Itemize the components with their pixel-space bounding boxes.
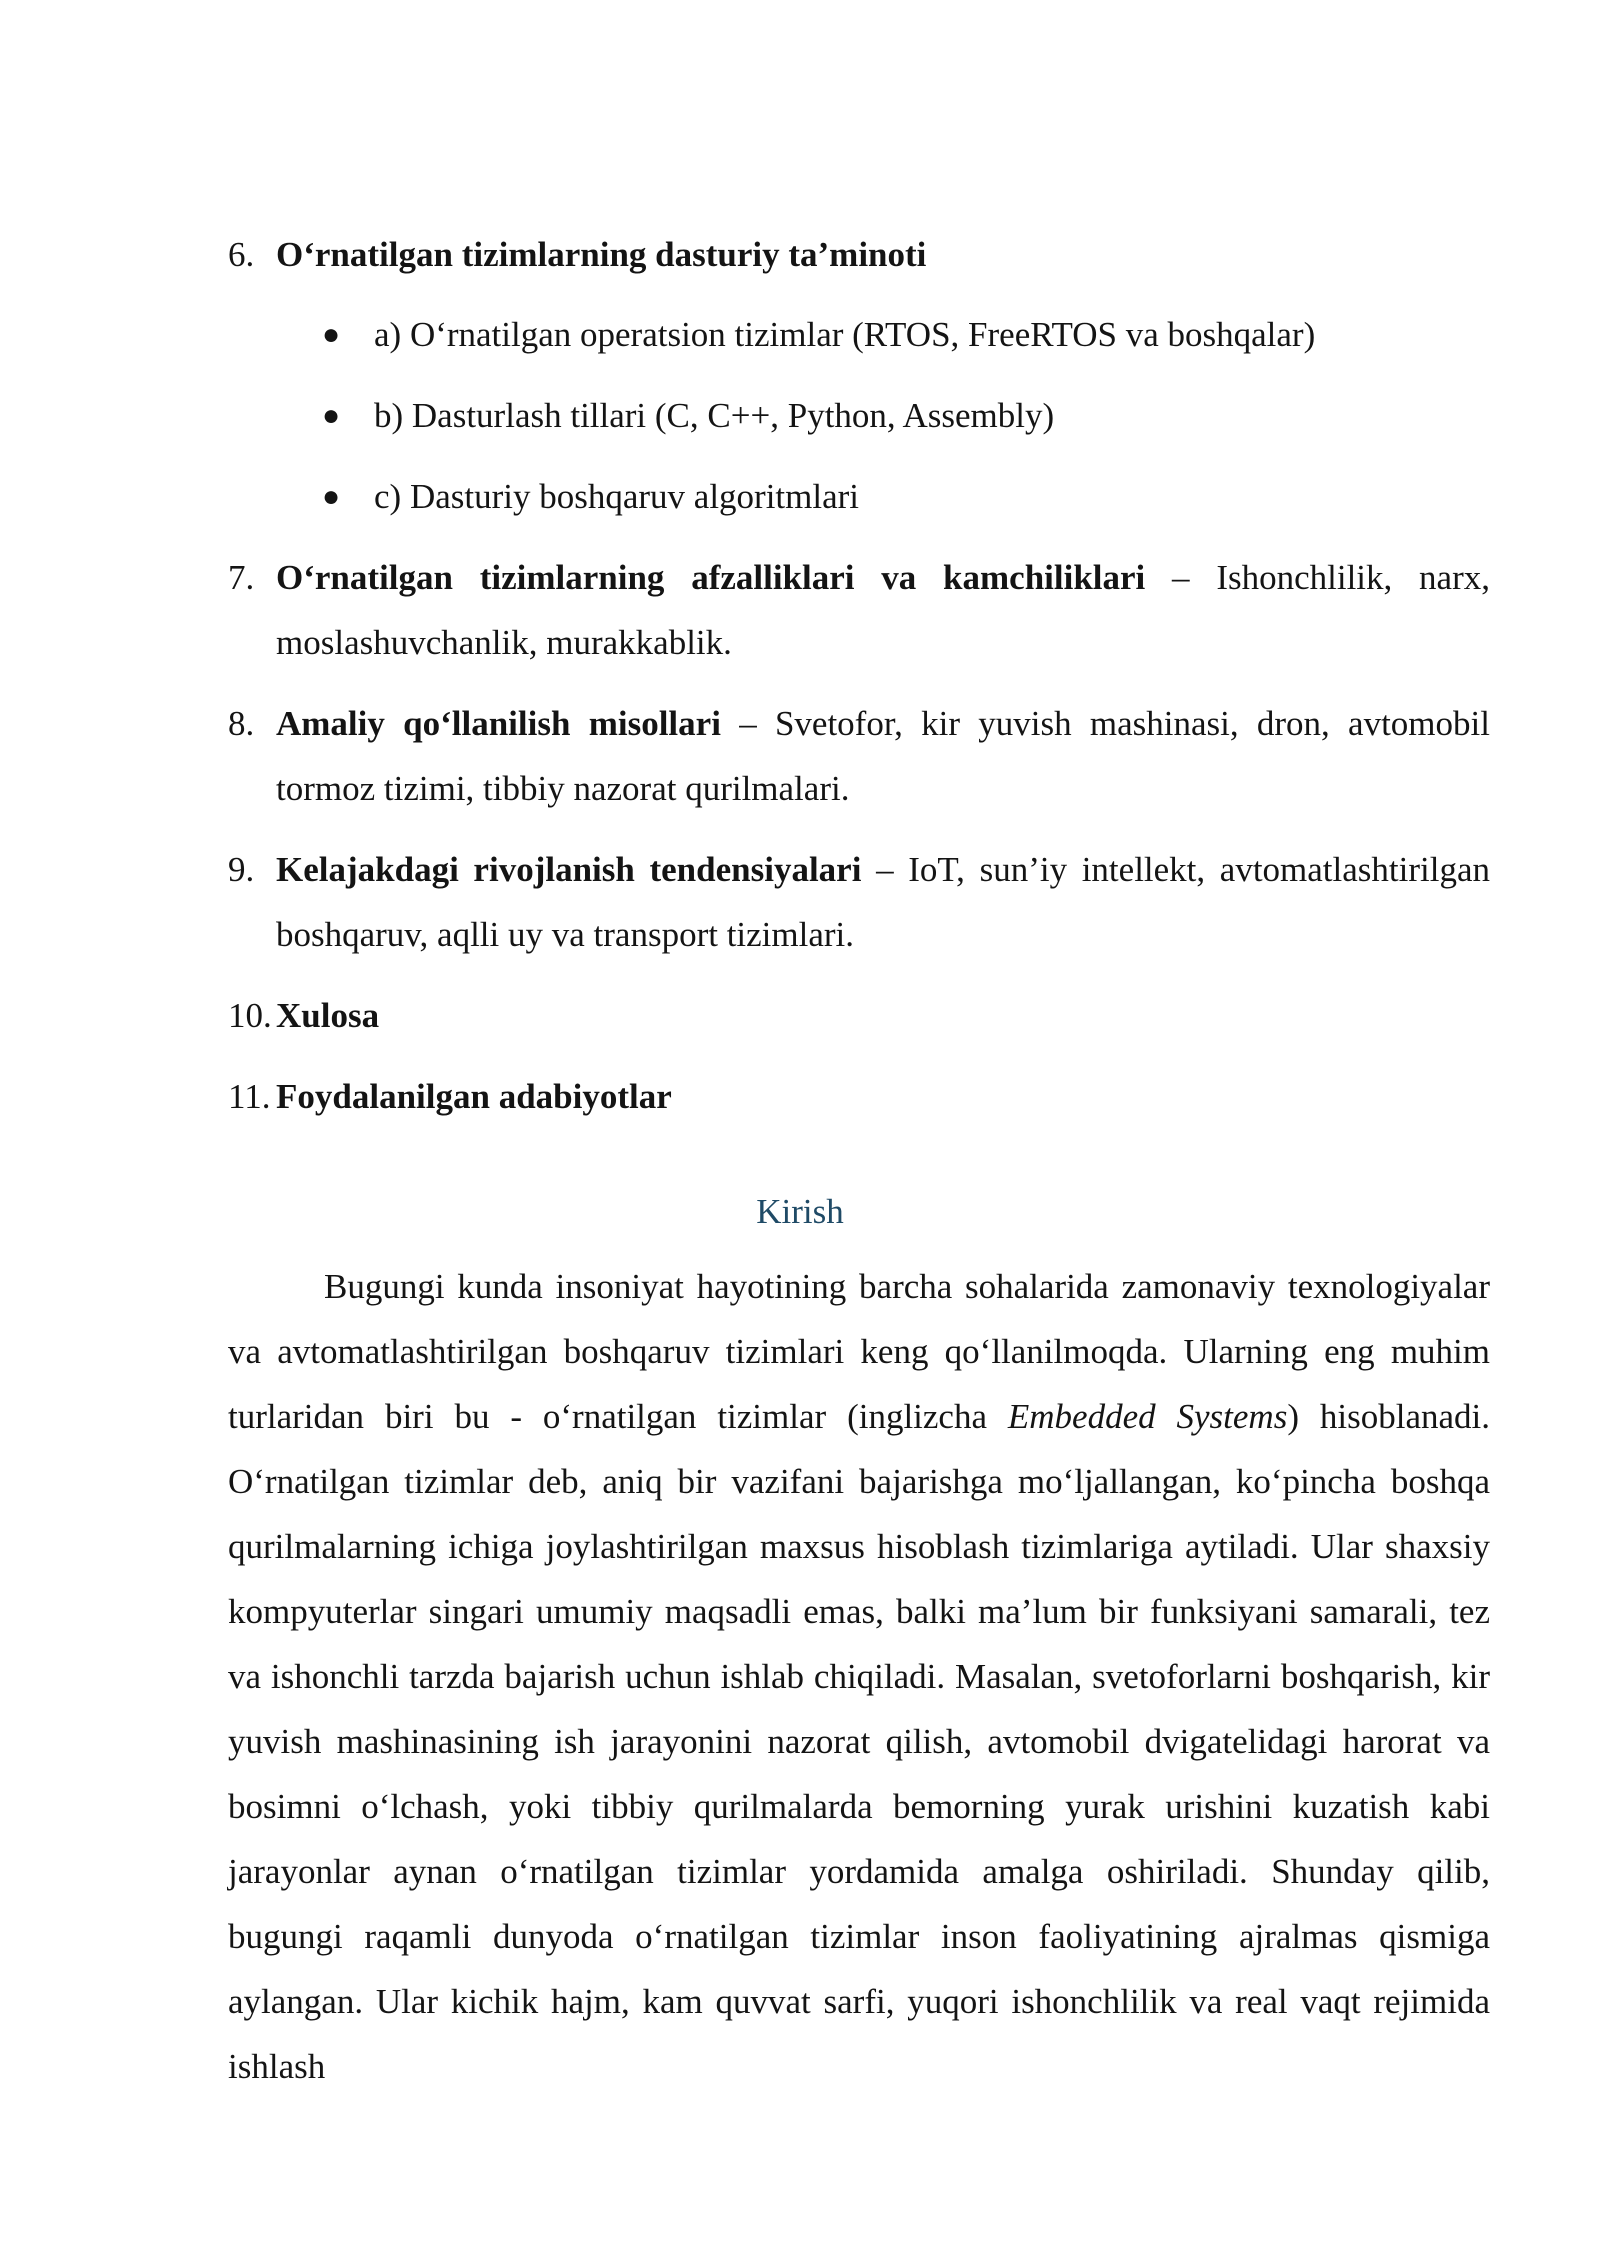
item-number: 7. <box>228 558 255 597</box>
bullet-dot-icon: ● <box>322 399 341 432</box>
item-title: O‘rnatilgan tizimlarning afzalliklari va kamchiliklari <box>276 558 1146 597</box>
bullet-item-c <box>322 464 1422 529</box>
item-description: – IoT, sun’iy intellekt, avtomatlashtirilgan boshqaruv, aqlli uy va transport tizimlari. <box>276 850 1491 954</box>
item-title: Xulosa <box>276 996 380 1035</box>
bullet-dot-icon: ● <box>322 480 341 513</box>
item-title: O‘rnatilgan tizimlarning dasturiy ta’minoti <box>276 235 927 274</box>
paragraph-text: Bugungi kunda insoniyat hayotining barcha sohalarida zamonaviy texnologiyalar va avtomatlashtirilgan boshqaruv tizimlari keng qo‘llanilmoqda. Ularning eng muhim turlaridan biri bu - o‘rnatilgan tizimlar (inglizcha <box>228 1267 1490 1436</box>
item-description: – Svetofor, kir yuvish mashinasi, dron, avtomobil tormoz tizimi, tibbiy nazorat qurilmalari. <box>276 704 1490 808</box>
bullet-text: a) O‘rnatilgan operatsion tizimlar (RTOS, FreeRTOS va boshqalar) <box>374 315 1316 354</box>
item-title: Foydalanilgan adabiyotlar <box>276 1077 672 1116</box>
outline-item-8 <box>228 691 1490 821</box>
item-title: Amaliy qo‘llanilish misollari <box>276 704 721 743</box>
item-title: Kelajakdagi rivojlanish tendensiyalari <box>276 850 862 889</box>
body-paragraph <box>228 1254 1490 2099</box>
bullet-dot-icon: ● <box>322 318 341 351</box>
bullet-item-b <box>322 383 1422 448</box>
bullet-item-a <box>322 302 1422 367</box>
outline-item-9 <box>228 837 1490 967</box>
section-heading: Kirish <box>756 1192 844 1231</box>
item-number: 9. <box>228 850 255 889</box>
outline-item-10 <box>228 983 1490 1048</box>
outline-item-6 <box>228 222 1490 287</box>
item-number: 6. <box>228 235 255 274</box>
bullet-text: b) Dasturlash tillari (C, C++, Python, Assembly) <box>374 396 1055 435</box>
item-number: 8. <box>228 704 255 743</box>
outline-item-7 <box>228 545 1490 675</box>
paragraph-italic-term: Embedded Systems <box>1007 1397 1288 1436</box>
paragraph-text-continued: ) hisoblanadi. O‘rnatilgan tizimlar deb, aniq bir vazifani bajarishga mo‘ljallangan, ko‘pincha boshqa qurilmalarning ichiga joylashtirilgan maxsus hisoblash tizimlariga aytiladi. Ular shaxsiy kompyuterlar singari umumiy maqsadli emas, balki ma’lum bir funksiyani samarali, tez va ishonchli tarzda bajarish uchun ishlab chiqiladi. Masalan, svetoforlarni boshqarish, kir yuvish mashinasining ish jarayonini nazorat qilish, avtomobil dvigatelidagi harorat va bosimni o‘lchash, yoki tibbiy qurilmalarda bemorning yurak urishini kuzatish kabi jarayonlar aynan o‘rnatilgan tizimlar yordamida amalga oshiriladi. Shunday qilib, bugungi raqamli dunyoda o‘rnatilgan tizimlar inson faoliyatining ajralmas qismiga aylangan. Ular kichik hajm, kam quvvat sarfi, yuqori ishonchlilik va real vaqt rejimida ishlash <box>228 1397 1490 2086</box>
bullet-text: c) Dasturiy boshqaruv algoritmlari <box>374 477 860 516</box>
item-description: – Ishonchlilik, narx, moslashuvchanlik, murakkablik. <box>276 558 1490 662</box>
item-number: 11. <box>228 1077 271 1116</box>
outline-item-11 <box>228 1064 1490 1129</box>
item-number: 10. <box>228 996 272 1035</box>
